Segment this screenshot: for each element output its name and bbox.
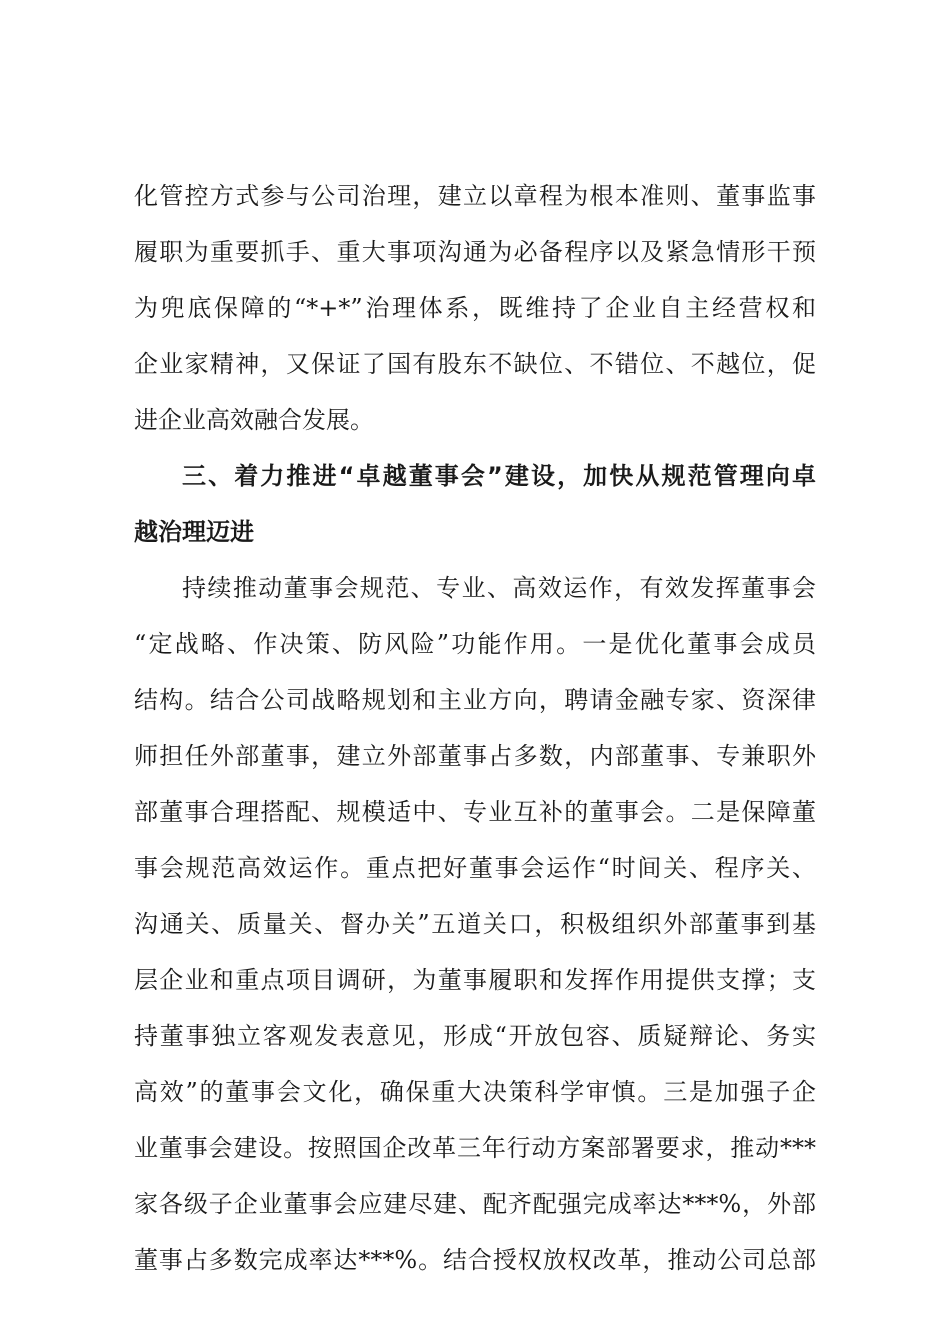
text-line: 化管控方式参与公司治理，建立以章程为根本准则、董事监事 [134, 182, 816, 210]
text-line: 家各级子企业董事会应建尽建、配齐配强完成率达***%，外部 [134, 1190, 816, 1218]
text-line: 结构。结合公司战略规划和主业方向，聘请金融专家、资深律 [134, 686, 816, 714]
text-line: 履职为重要抓手、重大事项沟通为必备程序以及紧急情形干预 [134, 238, 816, 266]
text-line: 层企业和重点项目调研，为董事履职和发挥作用提供支撑；支 [134, 966, 816, 994]
heading-line: 越治理迈进 [134, 518, 254, 546]
text-line: 企业家精神，又保证了国有股东不缺位、不错位、不越位，促 [134, 350, 816, 378]
text-line: 持董事独立客观发表意见，形成“开放包容、质疑辩论、务实 [134, 1022, 816, 1050]
text-line: 沟通关、质量关、督办关”五道关口，积极组织外部董事到基 [134, 910, 816, 938]
text-line: 持续推动董事会规范、专业、高效运作，有效发挥董事会 [182, 574, 816, 602]
text-line: 事会规范高效运作。重点把好董事会运作“时间关、程序关、 [134, 854, 816, 882]
heading-line: 三、着力推进“卓越董事会”建设，加快从规范管理向卓 [182, 462, 816, 490]
text-line: 为兜底保障的“*+*”治理体系，既维持了企业自主经营权和 [134, 294, 816, 322]
text-line: 董事占多数完成率达***%。结合授权放权改革，推动公司总部 [134, 1246, 816, 1274]
text-line: 业董事会建设。按照国企改革三年行动方案部署要求，推动*** [134, 1134, 816, 1162]
text-line: 师担任外部董事，建立外部董事占多数，内部董事、专兼职外 [134, 742, 816, 770]
text-line: 部董事合理搭配、规模适中、专业互补的董事会。二是保障董 [134, 798, 816, 826]
text-line: “定战略、作决策、防风险”功能作用。一是优化董事会成员 [134, 630, 816, 658]
text-line: 进企业高效融合发展。 [134, 406, 374, 434]
text-line: 高效”的董事会文化，确保重大决策科学审慎。三是加强子企 [134, 1078, 816, 1106]
